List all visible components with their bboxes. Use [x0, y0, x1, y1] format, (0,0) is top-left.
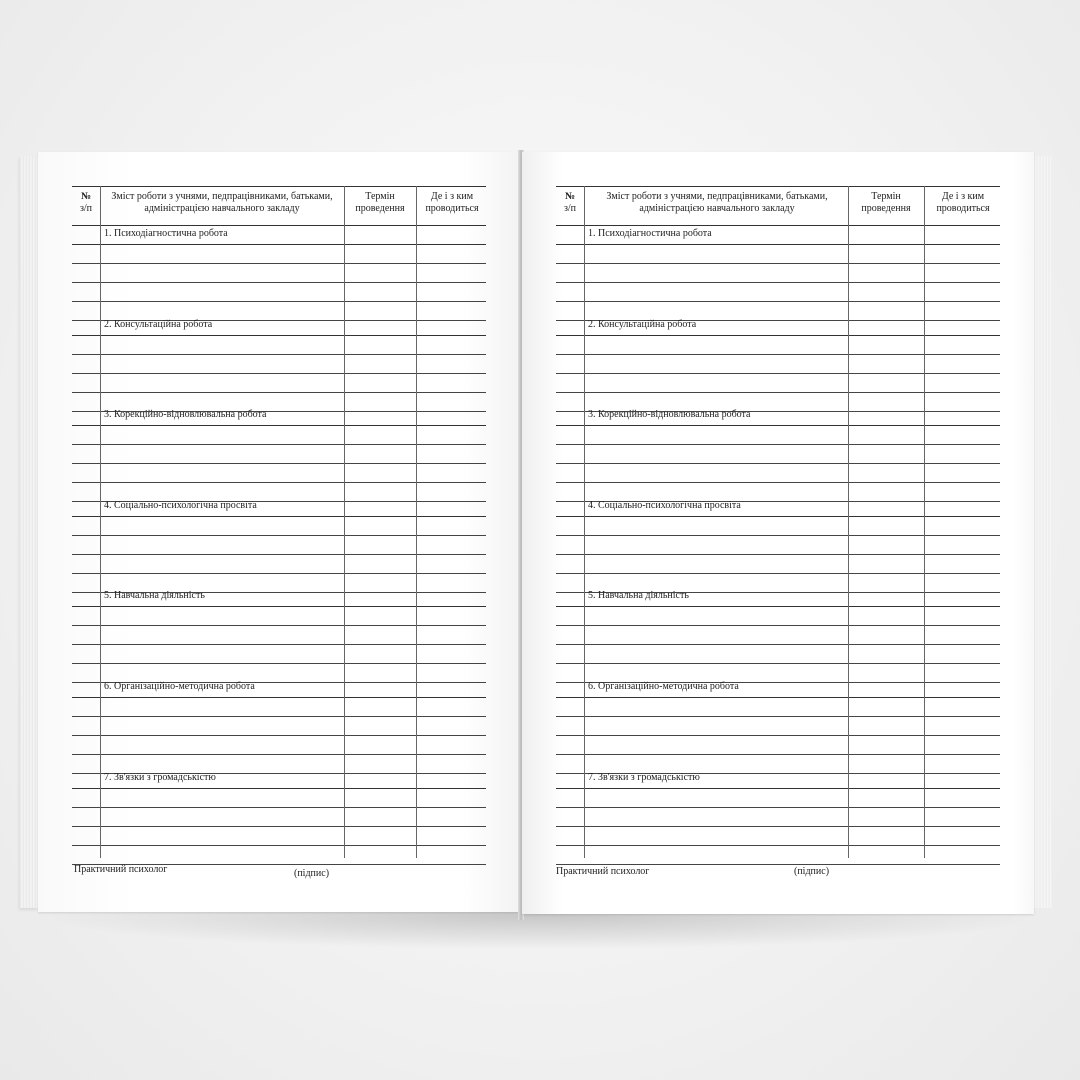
section-title: 1. Психодіагностична робота [104, 228, 228, 239]
table-row [556, 336, 1000, 355]
page-stack-right [1034, 156, 1052, 908]
header-term: Термін проведення [355, 191, 405, 214]
header-number: № з/п [79, 191, 93, 214]
table-row [556, 245, 1000, 264]
table-row [72, 736, 486, 755]
table-row [556, 789, 1000, 808]
table-row [72, 679, 486, 698]
table-body [72, 226, 486, 860]
column-divider [344, 186, 345, 858]
table-row [72, 789, 486, 808]
table-row [72, 588, 486, 607]
table-section [72, 679, 486, 770]
table-row [556, 407, 1000, 426]
table-section [556, 770, 1000, 861]
plan-table [556, 186, 1000, 860]
section-title: 2. Консультаційна робота [104, 318, 213, 330]
table-row [556, 226, 1000, 245]
table-row [556, 827, 1000, 846]
table-row [72, 808, 486, 827]
section-title: 5. Навчальна діяльність [104, 590, 205, 602]
table-section [556, 588, 1000, 679]
table-row [72, 283, 486, 302]
table-row [556, 264, 1000, 283]
table-row [556, 498, 1000, 517]
table-header [72, 186, 486, 226]
table-row [72, 717, 486, 736]
table-row [556, 374, 1000, 393]
page-stack-left [20, 156, 38, 908]
table-section [72, 317, 486, 408]
table-row [72, 827, 486, 846]
table-row [72, 846, 486, 865]
header-where: Де і з ким проводиться [425, 191, 479, 214]
section-title: 3. Корекційно-відновлювальна робота [588, 409, 751, 421]
section-title: 7. Зв'язки з громадськістю [588, 771, 700, 783]
column-divider [584, 186, 585, 858]
table-section [72, 407, 486, 498]
table-body [556, 226, 1000, 860]
table-row [72, 407, 486, 426]
column-divider [100, 186, 101, 858]
table-row [556, 445, 1000, 464]
table-row [72, 498, 486, 517]
footer-signature: (підпис) [294, 868, 330, 879]
table-row [556, 846, 1000, 865]
table-row [72, 645, 486, 664]
section-title: 7. Зв'язки з громадськістю [104, 771, 216, 783]
table-section [556, 317, 1000, 408]
table-row [556, 283, 1000, 302]
table-row [72, 555, 486, 574]
table-row [72, 426, 486, 445]
section-title: 3. Корекційно-відновлювальна робота [104, 409, 267, 421]
table-row [72, 698, 486, 717]
table-row [556, 317, 1000, 336]
column-divider [924, 186, 925, 858]
table-row [72, 770, 486, 789]
table-row [556, 645, 1000, 664]
table-row [72, 336, 486, 355]
header-content: Зміст роботи з учнями, педпрацівниками, батьками, адміністрацією навчального закладу [606, 191, 828, 214]
table-row [556, 517, 1000, 536]
footer-signature: (підпис) [794, 866, 830, 877]
column-divider [848, 186, 849, 858]
table-section [72, 588, 486, 679]
table-row [556, 355, 1000, 374]
left-page [38, 152, 520, 912]
right-page [522, 152, 1034, 914]
table-row [556, 770, 1000, 789]
section-title: 6. Організаційно-методична робота [588, 680, 739, 692]
table-row [72, 245, 486, 264]
header-content: Зміст роботи з учнями, педпрацівниками, батьками, адміністрацією навчального закладу [111, 191, 333, 214]
table-section [556, 226, 1000, 317]
table-row [72, 374, 486, 393]
table-row [72, 464, 486, 483]
table-section [556, 407, 1000, 498]
section-title: 6. Організаційно-методична робота [104, 680, 255, 692]
header-number: № з/п [563, 191, 577, 214]
table-row [72, 536, 486, 555]
section-title: 4. Соціально-психологічна просвіта [588, 499, 741, 511]
section-title: 5. Навчальна діяльність [588, 590, 689, 602]
table-row [72, 355, 486, 374]
table-row [72, 317, 486, 336]
footer-role: Практичний психолог [74, 864, 168, 875]
footer-role: Практичний психолог [556, 866, 650, 877]
table-row [72, 226, 486, 245]
table-row [556, 698, 1000, 717]
table-section [556, 679, 1000, 770]
table-row [556, 626, 1000, 645]
table-row [556, 588, 1000, 607]
table-row [72, 607, 486, 626]
table-row [556, 555, 1000, 574]
table-row [556, 679, 1000, 698]
table-row [556, 717, 1000, 736]
table-row [72, 626, 486, 645]
table-section [72, 498, 486, 589]
table-header [556, 186, 1000, 226]
header-term: Термін проведення [861, 191, 911, 214]
table-row [72, 517, 486, 536]
table-row [72, 264, 486, 283]
table-section [72, 226, 486, 317]
table-row [556, 464, 1000, 483]
table-row [556, 536, 1000, 555]
table-row [556, 736, 1000, 755]
section-title: 4. Соціально-психологічна просвіта [104, 499, 257, 511]
section-title: 2. Консультаційна робота [588, 318, 697, 330]
table-row [556, 808, 1000, 827]
header-where: Де і з ким проводиться [936, 191, 990, 214]
table-section [72, 770, 486, 861]
table-row [556, 607, 1000, 626]
table-row [556, 426, 1000, 445]
table-row [72, 445, 486, 464]
column-divider [416, 186, 417, 858]
table-section [556, 498, 1000, 589]
plan-table [72, 186, 486, 860]
section-title: 1. Психодіагностична робота [588, 228, 712, 239]
